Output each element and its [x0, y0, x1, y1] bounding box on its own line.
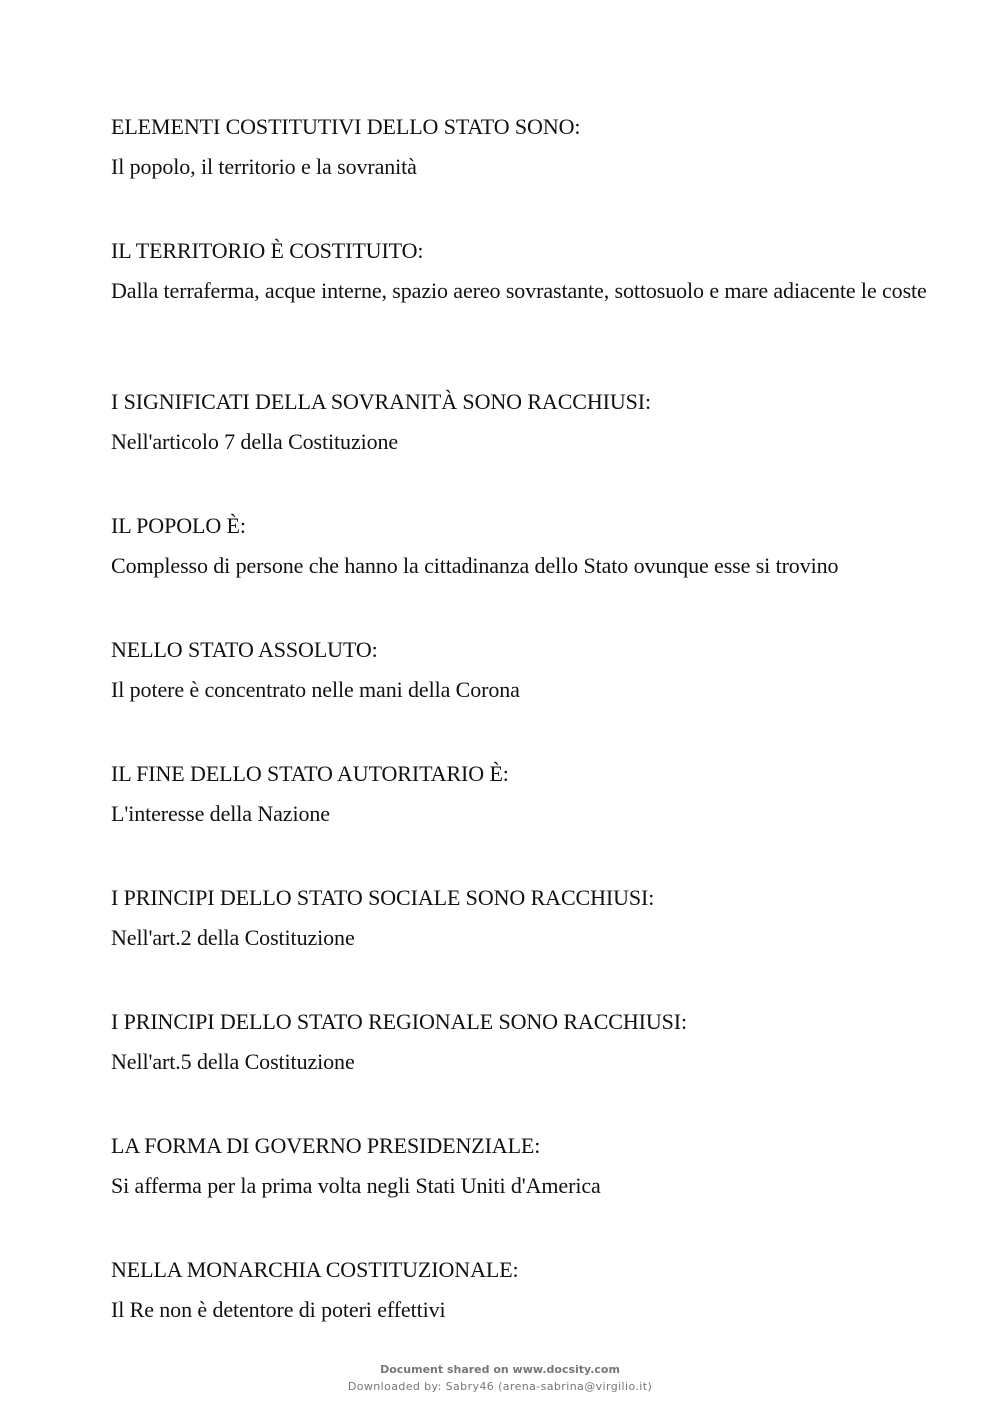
question-heading: NELLO STATO ASSOLUTO:: [111, 637, 378, 662]
footer-shared-notice: Document shared on www.docsity.com: [380, 1363, 620, 1376]
question-heading: ELEMENTI COSTITUTIVI DELLO STATO SONO:: [111, 114, 581, 139]
answer-text: Il Re non è detentore di poteri effettivi: [111, 1297, 446, 1322]
answer-text: Si afferma per la prima volta negli Stati Uniti d'America: [111, 1173, 601, 1198]
qa-item: [111, 236, 951, 387]
answer-text: Il potere è concentrato nelle mani della Corona: [111, 677, 520, 702]
answer-text: Dalla terraferma, acque interne, spazio aereo sovrastante, sottosuolo e mare adiacente le coste: [111, 278, 927, 303]
qa-item: [111, 1131, 951, 1255]
qa-item: [111, 112, 951, 236]
qa-item: [111, 759, 951, 883]
qa-item: [111, 635, 951, 759]
footer-downloaded-by: Downloaded by: Sabry46 (arena-sabrina@virgilio.it): [347, 1380, 653, 1393]
question-heading: I PRINCIPI DELLO STATO SOCIALE SONO RACCHIUSI:: [111, 885, 655, 910]
qa-list: [111, 112, 951, 1379]
question-heading: IL TERRITORIO È COSTITUITO:: [111, 238, 424, 263]
question-heading: I PRINCIPI DELLO STATO REGIONALE SONO RACCHIUSI:: [111, 1009, 688, 1034]
question-heading: IL POPOLO È:: [111, 513, 246, 538]
question-heading: I SIGNIFICATI DELLA SOVRANITÀ SONO RACCHIUSI:: [111, 389, 652, 414]
answer-text: Nell'articolo 7 della Costituzione: [111, 429, 399, 454]
answer-text: Complesso di persone che hanno la cittadinanza dello Stato ovunque esse si trovino: [111, 553, 839, 578]
answer-text: Il popolo, il territorio e la sovranità: [111, 154, 417, 179]
question-heading: LA FORMA DI GOVERNO PRESIDENZIALE:: [111, 1133, 541, 1158]
question-heading: NELLA MONARCHIA COSTITUZIONALE:: [111, 1257, 519, 1282]
answer-text: Nell'art.5 della Costituzione: [111, 1049, 355, 1074]
qa-item: [111, 883, 951, 1007]
question-heading: IL FINE DELLO STATO AUTORITARIO È:: [111, 761, 509, 786]
qa-item: [111, 511, 951, 635]
page-footer: [0, 1361, 1000, 1395]
qa-item: [111, 387, 951, 511]
answer-text: Nell'art.2 della Costituzione: [111, 925, 355, 950]
answer-text: L'interesse della Nazione: [111, 801, 330, 826]
qa-item: [111, 1007, 951, 1131]
